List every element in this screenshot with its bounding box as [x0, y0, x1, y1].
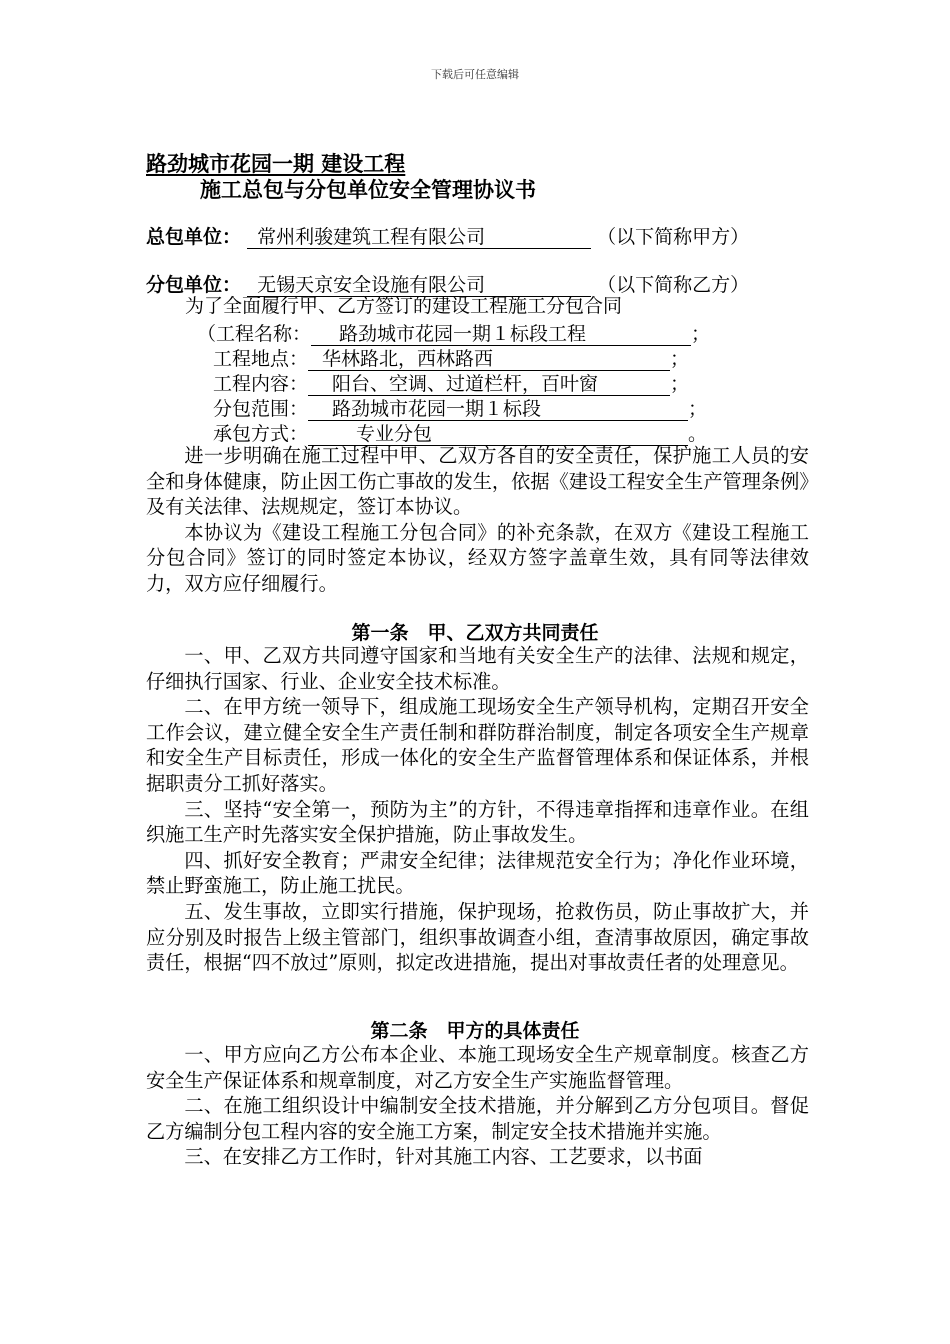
field-location	[213, 344, 689, 371]
field-scope	[213, 394, 707, 421]
title-line-1: 路劲城市花园一期 建设工程	[146, 151, 406, 176]
article2-item: 三、在安排乙方工作时，针对其施工内容、工艺要求，以书面	[184, 1145, 703, 1169]
title-line-2: 施工总包与分包单位安全管理协议书	[200, 177, 536, 202]
field-label: 承包方式：	[213, 423, 309, 445]
field-label: 分包范围：	[213, 398, 309, 420]
article1-heading: 第一条 甲、乙双方共同责任	[351, 622, 599, 644]
field-value: 路劲城市花园一期１标段	[308, 398, 688, 421]
article2-body	[146, 1042, 809, 1170]
field-project-name	[197, 319, 710, 346]
intro-paragraph: 进一步明确在施工过程中甲、乙双方各自的安全责任，保护施工人员的安全和身体健康，防止因工伤亡事故的发生，依据《建设工程安全生产管理条例》及有关法律、法规规定，签订本协议。	[146, 444, 809, 519]
article1-item: 二、在甲方统一领导下，组成施工现场安全生产领导机构，定期召开安全工作会议，建立健全安全生产责任制和群防群治制度，制定各项安全生产规章和安全生产目标责任，形成一体化的安全生产监督管理体系和保证体系，并根据职责分工抓好落实。	[146, 695, 809, 795]
intro-line: 为了全面履行甲、乙方签订的建设工程施工分包合同	[185, 295, 623, 317]
field-label: 工程地点：	[213, 348, 309, 370]
field-end: ；	[691, 323, 711, 345]
field-value: 专业分包	[308, 423, 688, 446]
party-a-suffix: （以下简称甲方）	[597, 226, 750, 248]
party-b-suffix: （以下简称乙方）	[597, 274, 750, 296]
article1-item: 五、发生事故，立即实行措施，保护现场，抢救伤员，防止事故扩大，并应分别及时报告上级主管部门，组织事故调查小组，查清事故原因，确定事故责任，根据“四不放过”原则，拟定改进措施，提出对事故责任者的处理意见。	[146, 899, 809, 975]
article2-item: 一、甲方应向乙方公布本企业、本施工现场安全生产规章制度。核查乙方安全生产保证体系和规章制度，对乙方安全生产实施监督管理。	[146, 1043, 809, 1092]
field-method	[213, 419, 707, 446]
field-value: 路劲城市花园一期１标段工程	[311, 323, 691, 346]
header-note: 下载后可任意编辑	[431, 68, 519, 81]
field-label: （工程名称：	[197, 323, 312, 345]
field-label: 工程内容：	[213, 373, 309, 395]
field-end: ；	[670, 373, 690, 395]
field-end: ；	[688, 398, 708, 420]
article2-item: 二、在施工组织设计中编制安全技术措施，并分解到乙方分包项目。督促乙方编制分包工程内容的安全施工方案，制定安全技术措施并实施。	[146, 1094, 809, 1143]
party-a-value: 常州利骏建筑工程有限公司	[247, 226, 591, 249]
article2-heading: 第二条 甲方的具体责任	[370, 1020, 580, 1042]
field-value: 阳台、空调、过道栏杆，百叶窗	[308, 373, 670, 396]
party-b-value: 无锡天京安全设施有限公司	[247, 274, 591, 297]
article1-body	[146, 643, 809, 976]
article1-item: 一、甲、乙双方共同遵守国家和当地有关安全生产的法律、法规和规定，仔细执行国家、行业、企业安全技术标准。	[146, 644, 809, 693]
field-value: 华林路北，西林路西	[308, 348, 670, 371]
intro-paragraph: 本协议为《建设工程施工分包合同》的补充条款，在双方《建设工程施工分包合同》签订的同时签定本协议，经双方签字盖章生效，具有同等法律效力，双方应仔细履行。	[146, 520, 809, 595]
party-b-label: 分包单位：	[146, 274, 242, 296]
intro-paragraphs	[146, 443, 809, 597]
field-content	[213, 369, 689, 396]
field-end: ；	[670, 348, 690, 370]
field-end: 。	[688, 423, 708, 445]
party-a	[146, 222, 749, 249]
party-a-label: 总包单位：	[146, 226, 242, 248]
party-b	[146, 270, 749, 297]
article1-item: 三、坚持“安全第一，预防为主”的方针，不得违章指挥和违章作业。在组织施工生产时先落实安全保护措施，防止事故发生。	[146, 797, 809, 847]
article1-item: 四、抓好安全教育；严肃安全纪律；法律规范安全行为；净化作业环境，禁止野蛮施工，防止施工扰民。	[146, 848, 809, 898]
